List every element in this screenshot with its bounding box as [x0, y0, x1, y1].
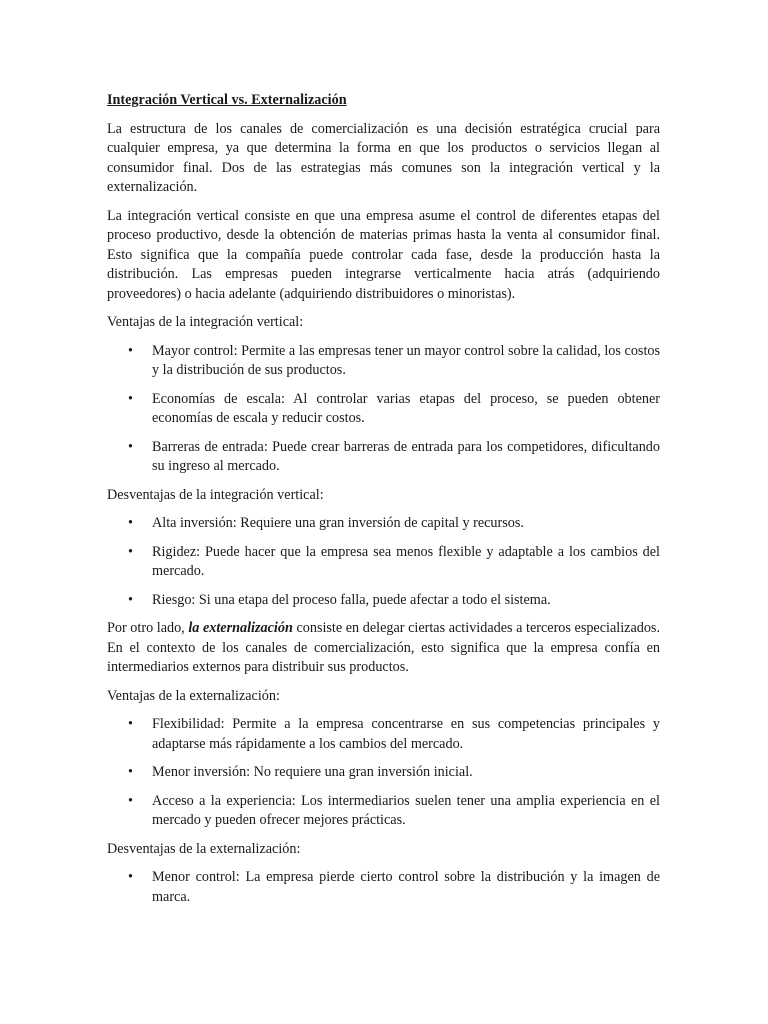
list-item: [107, 390, 660, 429]
intro-paragraph: La estructura de los canales de comercialización es una decisión estratégica crucial para cualquier empresa, ya que determina la forma en que los productos o servicios llegan al consumidor final. Dos de las estrategias más comunes son la integración vertical y la externalización.: [107, 120, 660, 195]
outsourcing-pre-text: Por otro lado,: [107, 620, 185, 636]
bullet-icon: •: [128, 390, 133, 407]
list-item-text: Rigidez: Puede hacer que la empresa sea menos flexible y adaptable a los cambios del mercado.: [152, 543, 660, 579]
list-item-text: Riesgo: Si una etapa del proceso falla, puede afectar a todo el sistema.: [152, 591, 551, 608]
bullet-icon: •: [128, 438, 133, 455]
list-item: [107, 715, 660, 754]
bullet-icon: •: [128, 764, 133, 780]
list-item-text: Economías de escala: Al controlar varias etapas del proceso, se pueden obtener economías de escala y reducir costos.: [152, 390, 660, 426]
vertical-advantages-label: Ventajas de la integración vertical:: [107, 314, 304, 330]
bullet-icon: •: [128, 342, 133, 359]
vertical-disadvantages-list: [107, 514, 660, 610]
list-item-text: Alta inversión: Requiere una gran inversión de capital y recursos.: [152, 515, 524, 531]
list-item: [107, 438, 660, 477]
bullet-icon: •: [128, 716, 133, 732]
list-item-text: Flexibilidad: Permite a la empresa concentrarse en sus competencias principales y adaptarse más rápidamente a los cambios del mercado.: [152, 716, 660, 752]
list-item-text: Acceso a la experiencia: Los intermediarios suelen tener una amplia experiencia en el mercado y pueden ofrecer mejores prácticas.: [152, 792, 660, 828]
list-item: [107, 763, 660, 783]
document-title: Integración Vertical vs. Externalización: [107, 92, 347, 108]
document-body: [107, 91, 660, 916]
outsourcing-advantages-label: Ventajas de la externalización:: [107, 687, 280, 704]
list-item-text: Menor inversión: No requiere una gran inversión inicial.: [152, 764, 473, 780]
bullet-icon: •: [128, 543, 133, 560]
outsourcing-disadvantages-list: [107, 868, 660, 907]
list-item: [107, 543, 660, 582]
outsourcing-post-text: consiste en delegar ciertas actividades a terceros especializados. En el contexto de los canales de comercialización, esto significa que la empresa confía en intermediarios externos para distribuir sus productos.: [107, 620, 660, 675]
list-item-text: Menor control: La empresa pierde cierto control sobre la distribución y la imagen de marca.: [152, 869, 660, 905]
list-item: [107, 514, 660, 534]
vertical-definition-paragraph: La integración vertical consiste en que una empresa asume el control de diferentes etapas del proceso productivo, desde la obtención de materias primas hasta la venta al consumidor final. Esto significa que la compañía puede controlar cada fase, desde la producción hasta la distribución. Las empresas pueden integrarse verticalmente hacia atrás (adquiriendo proveedores) o hacia adelante (adquiriendo distribuidores o minoristas).: [107, 207, 660, 302]
list-item: [107, 342, 660, 381]
list-item: [107, 868, 660, 907]
bullet-icon: •: [128, 515, 133, 531]
bullet-icon: •: [128, 792, 133, 809]
outsourcing-disadvantages-label: Desventajas de la externalización:: [107, 840, 301, 857]
bullet-icon: •: [128, 591, 133, 608]
list-item-text: Mayor control: Permite a las empresas tener un mayor control sobre la calidad, los costos y la distribución de sus productos.: [152, 342, 660, 378]
outsourcing-advantages-list: [107, 715, 660, 831]
vertical-advantages-list: [107, 342, 660, 477]
vertical-disadvantages-label: Desventajas de la integración vertical:: [107, 486, 324, 503]
list-item-text: Barreras de entrada: Puede crear barreras de entrada para los competidores, dificultando su ingreso al mercado.: [152, 438, 660, 474]
outsourcing-term: la externalización: [188, 620, 293, 636]
outsourcing-definition-paragraph: [107, 619, 660, 678]
list-item: [107, 591, 660, 611]
bullet-icon: •: [128, 869, 133, 885]
list-item: [107, 792, 660, 831]
